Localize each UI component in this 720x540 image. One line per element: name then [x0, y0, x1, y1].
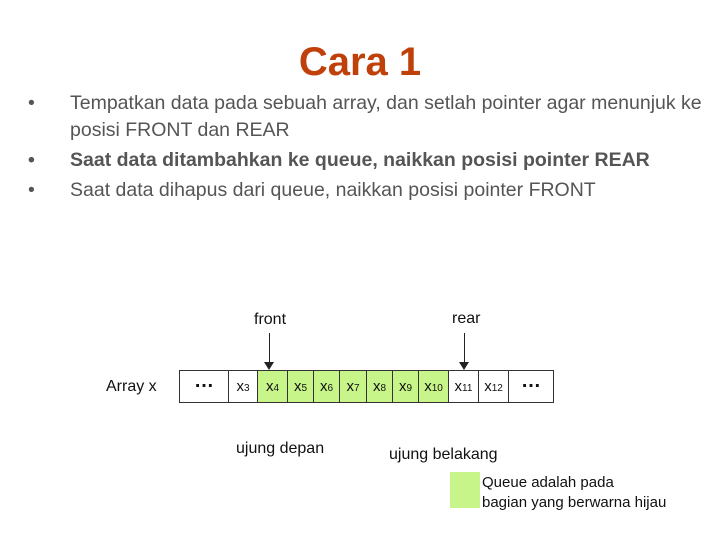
- rear-caption: ujung belakang: [389, 446, 498, 463]
- array-cell: x $_5$: [288, 371, 314, 402]
- front-caption: ujung depan: [236, 440, 325, 457]
- bullet-dot: •: [28, 92, 35, 114]
- array-cell: x $_6$: [314, 371, 340, 402]
- bullet-text: Tempatkan data pada sebuah array, dan setlah pointer agar menunjuk ke posisi FRONT dan REAR: [70, 92, 702, 141]
- array-cell-ellipsis-right: …: [521, 370, 541, 392]
- array-cell: x $_3$: [229, 371, 258, 402]
- array-cell: x $_8$: [367, 371, 393, 402]
- queue-array: [179, 370, 554, 403]
- array-label: Array x: [106, 378, 157, 395]
- bullet-item-remove: [28, 177, 708, 204]
- slide-title: Cara 1: [298, 40, 422, 84]
- bullet-text: Saat data dihapus dari queue, naikkan posisi pointer FRONT: [70, 179, 596, 201]
- rear-label: rear: [452, 310, 481, 327]
- array-cell: x $_{12}$: [479, 371, 509, 402]
- front-label: front: [254, 311, 287, 328]
- legend-line-2: bagian yang berwarna hijau: [482, 494, 667, 511]
- rear-pointer-line: [464, 333, 465, 363]
- bullet-dot: •: [28, 149, 35, 171]
- bullet-item-add: [28, 147, 708, 174]
- array-cell-ellipsis-left: …: [180, 371, 229, 402]
- array-cell: x $_9$: [393, 371, 419, 402]
- array-cell: x $_4$: [258, 371, 288, 402]
- array-cell: x $_{10}$: [419, 371, 449, 402]
- bullet-item-front-rear: [28, 90, 708, 144]
- legend-green-swatch: [450, 472, 480, 508]
- array-cell: x $_{11}$: [449, 371, 479, 402]
- rear-pointer-arrowhead: [459, 362, 469, 370]
- bullet-dot: •: [28, 179, 35, 201]
- bullet-list: [28, 90, 708, 207]
- bullet-text: Saat data ditambahkan ke queue, naikkan posisi pointer REAR: [70, 149, 650, 171]
- front-pointer-line: [269, 333, 270, 363]
- legend-line-1: Queue adalah pada: [482, 474, 614, 491]
- legend-text: [482, 473, 666, 513]
- array-cell: x $_7$: [340, 371, 367, 402]
- front-pointer-arrowhead: [264, 362, 274, 370]
